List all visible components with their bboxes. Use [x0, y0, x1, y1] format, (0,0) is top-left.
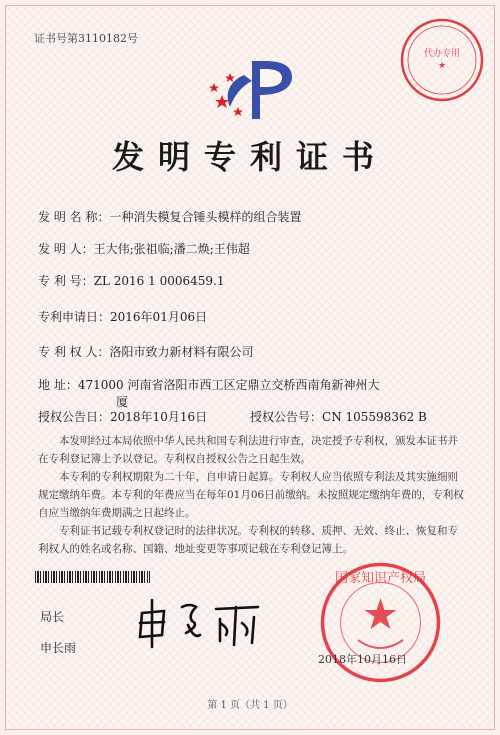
field-application-date	[38, 308, 207, 325]
field-value: CN 105598362 B	[322, 410, 427, 424]
field-patent-number	[38, 272, 224, 289]
address-line2: 厦	[116, 395, 129, 409]
field-grant-date	[38, 408, 207, 425]
field-address	[38, 377, 458, 411]
field-value: 王大伟;张祖临;潘二焕;王伟超	[93, 242, 250, 256]
barcode	[35, 571, 150, 583]
field-value: ZL 2016 1 0006459.1	[93, 274, 225, 288]
body-paragraph-2: 本专利的专利权期限为二十年，自申请日起算。专利权人应当依照专利法及其实施细则规定缴纳年费。本专利的年费应当在每年01月06日前缴纳。未按照规定缴纳年费的，专利权自应当缴纳年费期满之日起终止。	[38, 471, 464, 519]
svg-text:★: ★	[437, 61, 447, 71]
field-value: 2016年01月06日	[110, 310, 208, 324]
field-label: 授权公告日：	[38, 410, 111, 424]
field-value: 洛阳市致力新材料有限公司	[109, 345, 254, 359]
field-label: 专 利 号：	[38, 274, 94, 288]
address-line1: 471000 河南省洛阳市西工区定鼎立交桥西南角新神州大	[77, 378, 380, 392]
director-block	[40, 608, 76, 656]
agency-stamp	[398, 16, 486, 104]
field-label: 专 利 权 人：	[38, 345, 110, 359]
director-title: 局长	[40, 610, 65, 624]
field-patentee	[38, 343, 253, 360]
field-grant-number	[250, 408, 427, 425]
cnipa-logo-icon	[200, 55, 310, 125]
seal-text: 国家知识产权局	[334, 571, 427, 586]
field-inventors	[38, 240, 250, 257]
field-label: 地 址：	[38, 378, 78, 392]
director-signature	[130, 595, 280, 650]
body-paragraph-1: 本发明经过本局依照中华人民共和国专利法进行审查，决定授予专利权，颁发本证书并在专利登记簿上予以登记。专利权自授权公告之日起生效。	[38, 435, 458, 465]
field-value: 一种消失模复合锤头模样的组合装置	[109, 210, 302, 224]
field-label: 发 明 人：	[38, 242, 94, 256]
field-label: 授权公告号：	[250, 410, 323, 424]
director-name: 申长雨	[40, 641, 77, 655]
field-value: 2018年10月16日	[110, 410, 208, 424]
field-label: 发 明 名 称：	[38, 210, 110, 224]
page-number: 第 1 页（共 1 页）	[207, 700, 293, 711]
certificate-title: 发明专利证书	[111, 138, 388, 176]
seal-date: 2018年10月16日	[318, 653, 407, 666]
certificate-number: 证书号第3110182号	[34, 32, 138, 45]
body-paragraph-3: 专利证书记载专利权登记时的法律状况。专利权的转移、质押、无效、终止、恢复和专利权人的姓名或名称、国籍、地址变更等事项记载在专利登记簿上。	[38, 525, 458, 555]
field-invention-name	[38, 208, 301, 225]
svg-text:代办专用: 代办专用	[423, 49, 461, 59]
field-label: 专利申请日：	[38, 310, 111, 324]
